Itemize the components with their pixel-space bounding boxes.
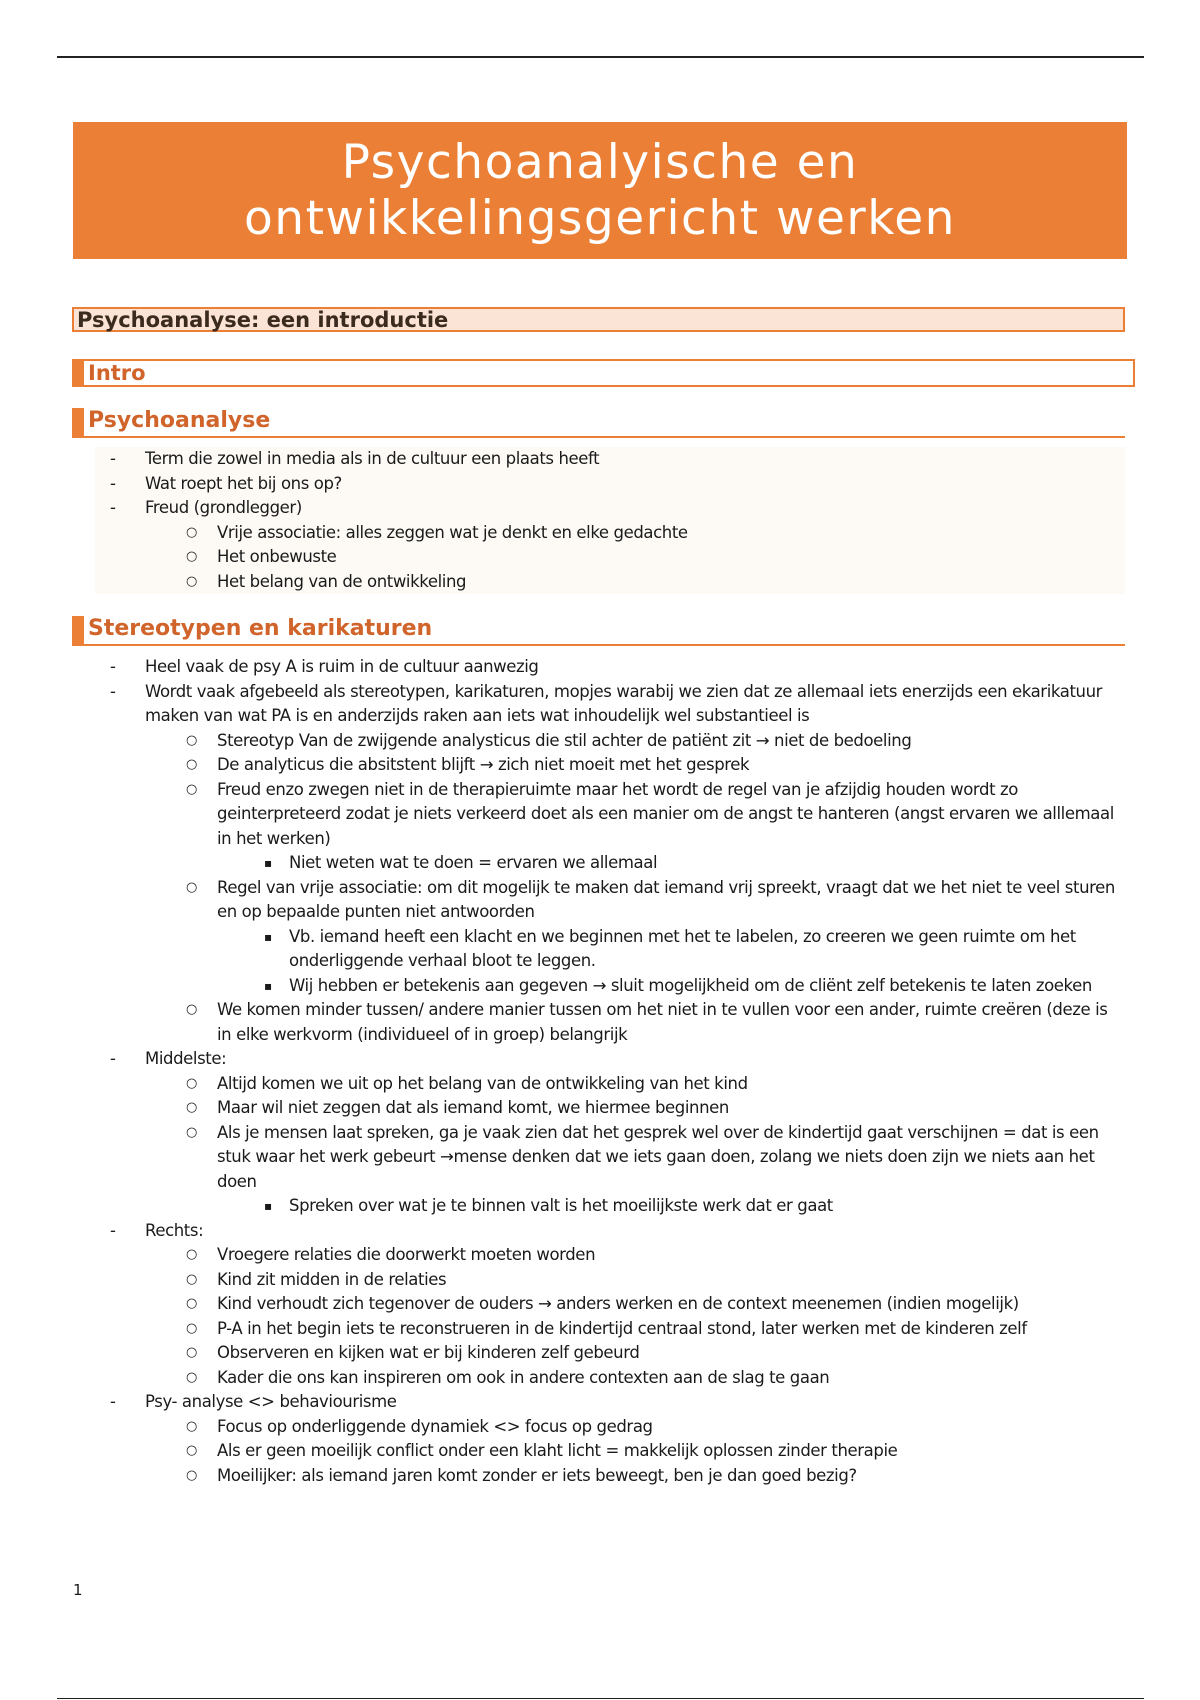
list-item [145, 1096, 1125, 1121]
bullet-marker: ○ [186, 1296, 197, 1311]
list-item [217, 851, 1125, 876]
section-psychoanalyse-list [95, 447, 1125, 594]
list-item-text: Vb. iemand heeft een klacht en we beginnen met het te labelen, zo creeren we geen ruimte om het onderliggende verhaal bloot te leggen. [289, 926, 1076, 970]
bullet-marker: ○ [186, 1320, 197, 1336]
list-item [145, 729, 1125, 754]
list-item-text: Regel van vrije associatie: om dit mogelijk te maken dat iemand vrij spreekt, vraagt dat we het niet te veel sturen en op bepaalde punten niet antwoorden [217, 877, 1115, 921]
heading-stereotypen: Stereotypen en karikaturen [72, 616, 1125, 646]
bullet-list-level-3 [217, 1194, 1125, 1219]
bullet-marker: - [110, 473, 116, 493]
bullet-marker: ○ [186, 732, 197, 748]
section-stereotypen-list [95, 655, 1125, 1488]
bullet-marker: - [110, 657, 116, 676]
list-item [95, 1219, 1125, 1391]
list-item-text: We komen minder tussen/ andere manier tussen om het niet in te vullen voor een ander, ruimte creëren (deze is in elke werkvorm (individueel of in groep) belangrijk [217, 1000, 1108, 1044]
list-item [145, 521, 1125, 546]
bullet-marker: ○ [186, 1345, 197, 1360]
list-item [145, 1439, 1125, 1464]
list-item [95, 655, 1125, 680]
list-item [95, 1390, 1125, 1488]
bullet-list-level-1 [95, 655, 1125, 1488]
bullet-marker: - [110, 1220, 116, 1240]
list-item-text: Wat roept het bij ons op? [145, 473, 342, 493]
list-item-text: Term die zowel in media als in de cultuur een plaats heeft [145, 449, 600, 468]
page-number: 1 [73, 1581, 83, 1599]
list-item-text: Wij hebben er betekenis aan gegeven → sluit mogelijkheid om de cliënt zelf betekenis te laten zoeken [289, 975, 1092, 995]
list-item [145, 1292, 1125, 1317]
list-item-text: Als er geen moeilijk conflict onder een klaht licht = makkelijk oplossen zinder therapie [217, 1441, 898, 1460]
list-item-text: Rechts: [145, 1220, 204, 1240]
list-item-text: Spreken over wat je te binnen valt is het moeilijkste werk dat er gaat [289, 1196, 833, 1215]
bullet-marker: - [110, 498, 116, 517]
list-item [145, 1317, 1125, 1342]
bullet-marker: ○ [186, 879, 197, 895]
list-item [145, 1072, 1125, 1097]
footer-rule [57, 1698, 1144, 1699]
list-item [95, 472, 1125, 497]
list-item-text: Vroegere relaties die doorwerkt moeten worden [217, 1245, 596, 1264]
list-item [145, 876, 1125, 999]
list-item [145, 1341, 1125, 1366]
list-item-text: Het belang van de ontwikkeling [217, 571, 467, 591]
bullet-marker: ○ [186, 573, 197, 589]
bullet-list-level-2 [145, 521, 1125, 595]
list-item [145, 570, 1125, 595]
bullet-marker: ○ [186, 549, 197, 564]
bullet-marker: - [110, 1392, 116, 1411]
list-item-text: Moeilijker: als iemand jaren komt zonder er iets beweegt, ben je dan goed bezig? [217, 1465, 857, 1485]
list-item-text: De analyticus die absitstent blijft → zich niet moeit met het gesprek [217, 755, 750, 774]
list-item-text: Het onbewuste [217, 547, 337, 566]
list-item [145, 753, 1125, 778]
list-item-text: Freud (grondlegger) [145, 498, 302, 517]
list-item [95, 496, 1125, 594]
list-item-text: Focus op onderliggende dynamiek <> focus op gedrag [217, 1416, 653, 1436]
bullet-marker: - [110, 681, 116, 701]
bullet-marker: ▪ [264, 929, 272, 944]
bullet-marker: ○ [186, 1369, 197, 1385]
bullet-marker: ○ [186, 1075, 197, 1091]
list-item-text: Kader die ons kan inspireren om ook in andere contexten aan de slag te gaan [217, 1367, 830, 1387]
bullet-marker: ○ [186, 1443, 197, 1458]
list-item-text: Niet weten wat te doen = ervaren we allemaal [289, 853, 658, 872]
list-item [145, 1415, 1125, 1440]
bullet-marker: ○ [186, 524, 197, 540]
bullet-marker: ○ [186, 781, 197, 797]
bullet-marker: ▪ [264, 856, 272, 870]
bullet-list-level-2 [145, 1072, 1125, 1219]
list-item-text: P-A in het begin iets te reconstrueren in de kindertijd centraal stond, later werken met de kinderen zelf [217, 1318, 1027, 1338]
bullet-marker: ○ [186, 1124, 197, 1140]
list-item [145, 998, 1125, 1047]
heading-psychoanalyse-introductie: Psychoanalyse: een introductie [72, 307, 1125, 332]
bullet-marker: ○ [186, 1467, 197, 1483]
list-item [145, 1268, 1125, 1293]
list-item-text: Wordt vaak afgebeeld als stereotypen, karikaturen, mopjes warabij we zien dat ze allemaal iets enerzijds een ekarikatuur maken van wat PA is en anderzijds raken aan iets wat inhoudelijk wel substantieel is [145, 681, 1103, 725]
list-item [145, 1464, 1125, 1489]
header-rule [57, 56, 1144, 58]
bullet-list-level-3 [217, 851, 1125, 876]
bullet-marker: ○ [186, 1271, 197, 1287]
list-item [217, 925, 1125, 974]
bullet-marker: ▪ [264, 1199, 272, 1213]
list-item [95, 1047, 1125, 1219]
list-item [217, 974, 1125, 999]
list-item [95, 680, 1125, 1048]
list-item-text: Altijd komen we uit op het belang van de ontwikkeling van het kind [217, 1073, 748, 1093]
bullet-marker: ○ [186, 1247, 197, 1262]
bullet-list-level-3 [217, 925, 1125, 999]
list-item-text: Middelste: [145, 1049, 227, 1068]
bullet-marker: - [110, 1049, 116, 1068]
list-item-text: Maar wil niet zeggen dat als iemand komt, we hiermee beginnen [217, 1098, 729, 1117]
list-item [145, 1243, 1125, 1268]
list-item-text: Vrije associatie: alles zeggen wat je denkt en elke gedachte [217, 522, 688, 542]
list-item [217, 1194, 1125, 1219]
bullet-marker: ○ [186, 1002, 197, 1017]
list-item-text: Kind zit midden in de relaties [217, 1269, 447, 1289]
list-item [145, 778, 1125, 876]
list-item [145, 1366, 1125, 1391]
list-item-text: Freud enzo zwegen niet in de therapieruimte maar het wordt de regel van je afzijdig houden wordt zo geinterpreteerd zodat je niets verkeerd doet als een manier om de angst te hanteren (angst ervaren we alllemaal in het werken) [217, 779, 1114, 848]
bullet-list-level-1 [95, 447, 1125, 594]
bullet-marker: ▪ [264, 978, 272, 993]
bullet-list-level-2 [145, 1415, 1125, 1489]
bullet-marker: ○ [186, 1418, 197, 1434]
title-banner [73, 122, 1127, 259]
list-item-text: Stereotyp Van de zwijgende analysticus die stil achter de patiënt zit → niet de bedoeling [217, 730, 912, 750]
bullet-marker: ○ [186, 757, 197, 772]
list-item-text: Observeren en kijken wat er bij kinderen zelf gebeurd [217, 1343, 640, 1362]
heading-psychoanalyse: Psychoanalyse [72, 408, 1125, 438]
bullet-list-level-2 [145, 1243, 1125, 1390]
bullet-list-level-2 [145, 729, 1125, 1048]
list-item-text: Als je mensen laat spreken, ga je vaak zien dat het gesprek wel over de kindertijd gaat verschijnen = dat is een stuk waar het werk gebeurt →mense denken dat we iets gaan doen, zolang we niets doen zijn we niets aan het doen [217, 1122, 1099, 1191]
list-item-text: Heel vaak de psy A is ruim in de cultuur aanwezig [145, 657, 539, 676]
list-item-text: Kind verhoudt zich tegenover de ouders → anders werken en de context meenemen (indien mogelijk) [217, 1294, 1019, 1313]
bullet-marker: ○ [186, 1100, 197, 1115]
document-title: Psychoanalyische en ontwikkelingsgericht werken [244, 134, 956, 246]
list-item [95, 447, 1125, 472]
list-item [145, 1121, 1125, 1219]
list-item [145, 545, 1125, 570]
heading-intro: Intro [72, 359, 1135, 387]
bullet-marker: - [110, 449, 116, 468]
list-item-text: Psy- analyse <> behaviourisme [145, 1392, 397, 1411]
